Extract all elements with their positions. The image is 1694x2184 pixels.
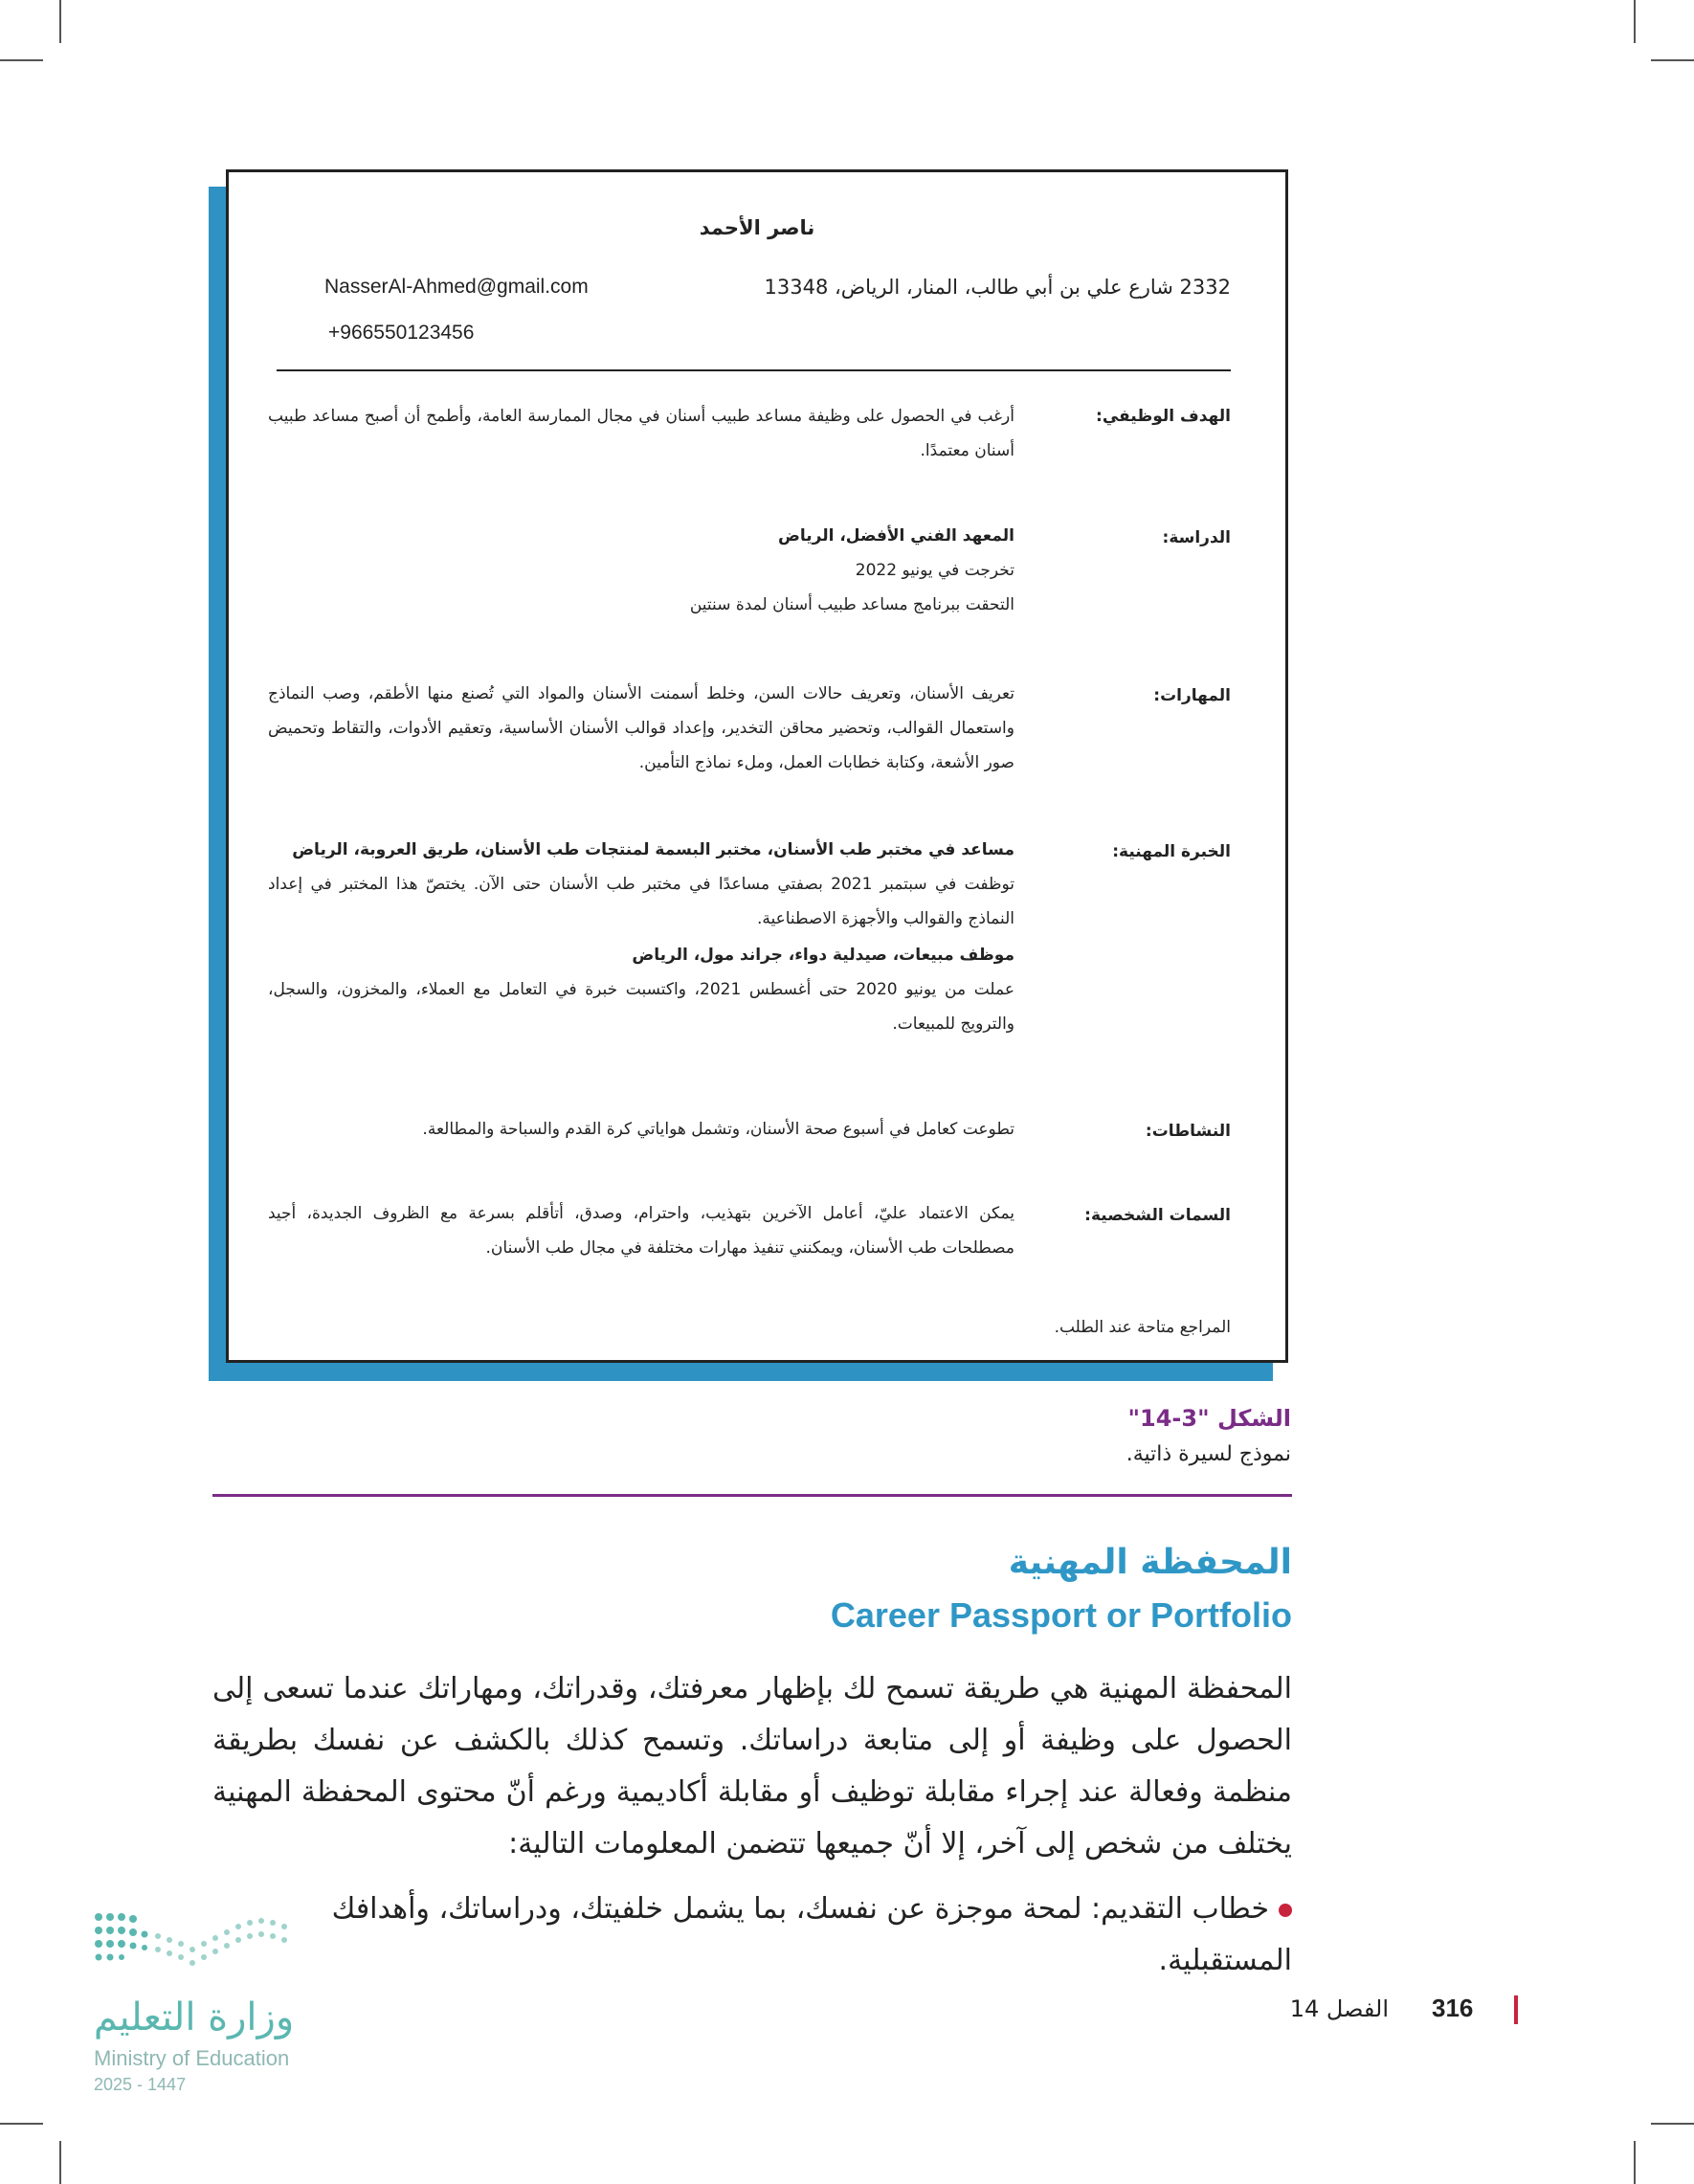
cv-label-experience: الخبرة المهنية: (1112, 842, 1231, 861)
cv-skills-text: تعريف الأسنان، وتعريف حالات السن، وخلط أسمنت الأسنان والمواد التي تُصنع منها الأطقم، وصب النماذج واستعمال القوالب، وتحضير محاقن التخدير، وإعداد قوالب الأسنان الأساسية، وتعقيم الأدوات، والتقاط وتحميض صور الأشعة، وكتابة خطابات العمل، وملء نماذج التأمين. (268, 684, 1014, 772)
crop-mark (1651, 59, 1694, 61)
cv-experience (268, 833, 1014, 1041)
cv-document (226, 169, 1288, 1363)
figure-label: الشكل "3-14" (1127, 1405, 1291, 1432)
crop-mark (0, 2123, 43, 2125)
cv-experience-job2: موظف مبيعات، صيدلية دواء، جراند مول، الرياض (632, 946, 1014, 965)
cv-references: المراجع متاحة عند الطلب. (1054, 1318, 1231, 1337)
cv-divider (277, 369, 1231, 371)
cv-address: 2332 شارع علي بن أبي طالب، المنار، الرياض، 13348 (764, 276, 1231, 299)
figure-caption: نموذج لسيرة ذاتية. (1126, 1442, 1291, 1466)
page-number-bar (1514, 1995, 1518, 2024)
crop-mark (59, 0, 61, 43)
bullet-item (212, 1883, 1292, 1987)
cv-activities-text: تطوعت كعامل في أسبوع صحة الأسنان، وتشمل هواياتي كرة القدم والسباحة والمطالعة. (422, 1120, 1014, 1139)
ministry-name-en: Ministry of Education (94, 2046, 290, 2070)
cv-traits-text: يمكن الاعتماد عليّ، أعامل الآخرين بتهذيب، واحترام، وصدق، أتأقلم بسرعة مع الظروف الجديدة، أجيد مصطلحات طب الأسنان، ويمكنني تنفيذ مهارات مختلفة في مجال طب الأسنان. (268, 1204, 1014, 1258)
cv-email: NasserAl-Ahmed@gmail.com (324, 276, 589, 298)
cv-label-traits: السمات الشخصية: (1084, 1206, 1231, 1225)
cv-objective-text: أرغب في الحصول على وظيفة مساعد طبيب أسنان في مجال الممارسة العامة، وأطمح أن أصبح مساعد طبيب أسنان معتمدًا. (268, 407, 1014, 460)
ministry-year: 2025 - 1447 (94, 2075, 187, 2094)
bullet-text: خطاب التقديم: لمحة موجزة عن نفسك، بما يشمل خلفيتك، ودراساتك، وأهدافك المستقبلية. (331, 1892, 1292, 1977)
cv-experience-job1: مساعد في مختبر طب الأسنان، مختبر البسمة لمنتجات طب الأسنان، طريق العروبة، الرياض (292, 840, 1014, 859)
crop-mark (1634, 2141, 1636, 2184)
cv-experience-job2-text: عملت من يونيو 2020 حتى أغسطس 2021، واكتسبت خبرة في التعامل مع العملاء، والمخزون، والسجل، والترويج للمبيعات. (268, 980, 1014, 1034)
cv-skills (268, 677, 1014, 780)
cv-experience-job1-text: توظفت في سبتمبر 2021 بصفتي مساعدًا في مختبر طب الأسنان حتى الآن. يختصّ هذا المختبر في إعداد النماذج والقوالب والأجهزة الاصطناعية. (268, 875, 1015, 928)
crop-mark (59, 2141, 61, 2184)
crop-mark (1634, 0, 1636, 43)
crop-mark (1651, 2123, 1694, 2125)
cv-education-line: تخرجت في يونيو 2022 (855, 561, 1014, 580)
cv-education-line: التحقت ببرنامج مساعد طبيب أسنان لمدة سنتين (689, 595, 1014, 614)
section-title-en: Career Passport or Portfolio (830, 1595, 1292, 1635)
cv-label-objective: الهدف الوظيفي: (1096, 407, 1231, 426)
cv-label-skills: المهارات: (1153, 686, 1231, 705)
cv-name: ناصر الأحمد (699, 216, 815, 239)
section-paragraph: المحفظة المهنية هي طريقة تسمح لك بإظهار معرفتك، وقدراتك، ومهاراتك عندما تسعى إلى الحصول على وظيفة أو إلى متابعة دراساتك. وتسمح كذلك بالكشف عن نفسك بطريقة منظمة وفعالة عند إجراء مقابلة توظيف أو مقابلة أكاديمية ورغم أنّ محتوى المحفظة المهنية يختلف من شخص إلى آخر، إلا أنّ جميعها تتضمن المعلومات التالية: (212, 1672, 1292, 1861)
page-number: 316 (1432, 1994, 1474, 2022)
cv-education-school: المعهد الفني الأفضل، الرياض (777, 526, 1014, 546)
cv-phone: +966550123456 (328, 322, 475, 344)
cv-label-education: الدراسة: (1162, 528, 1231, 547)
section-title-ar: المحفظة المهنية (1008, 1543, 1292, 1582)
cv-education (268, 519, 1014, 622)
cv-label-activities: النشاطات: (1145, 1122, 1231, 1141)
bullet-dot-icon (1279, 1904, 1292, 1917)
cv-traits (268, 1196, 1014, 1265)
ministry-name-ar: وزارة التعليم (93, 1995, 295, 2039)
chapter-label: الفصل 14 (1289, 1995, 1389, 2022)
figure-divider (212, 1494, 1292, 1497)
cv-objective (268, 399, 1014, 468)
crop-mark (0, 59, 43, 61)
cv-activities (268, 1112, 1014, 1147)
